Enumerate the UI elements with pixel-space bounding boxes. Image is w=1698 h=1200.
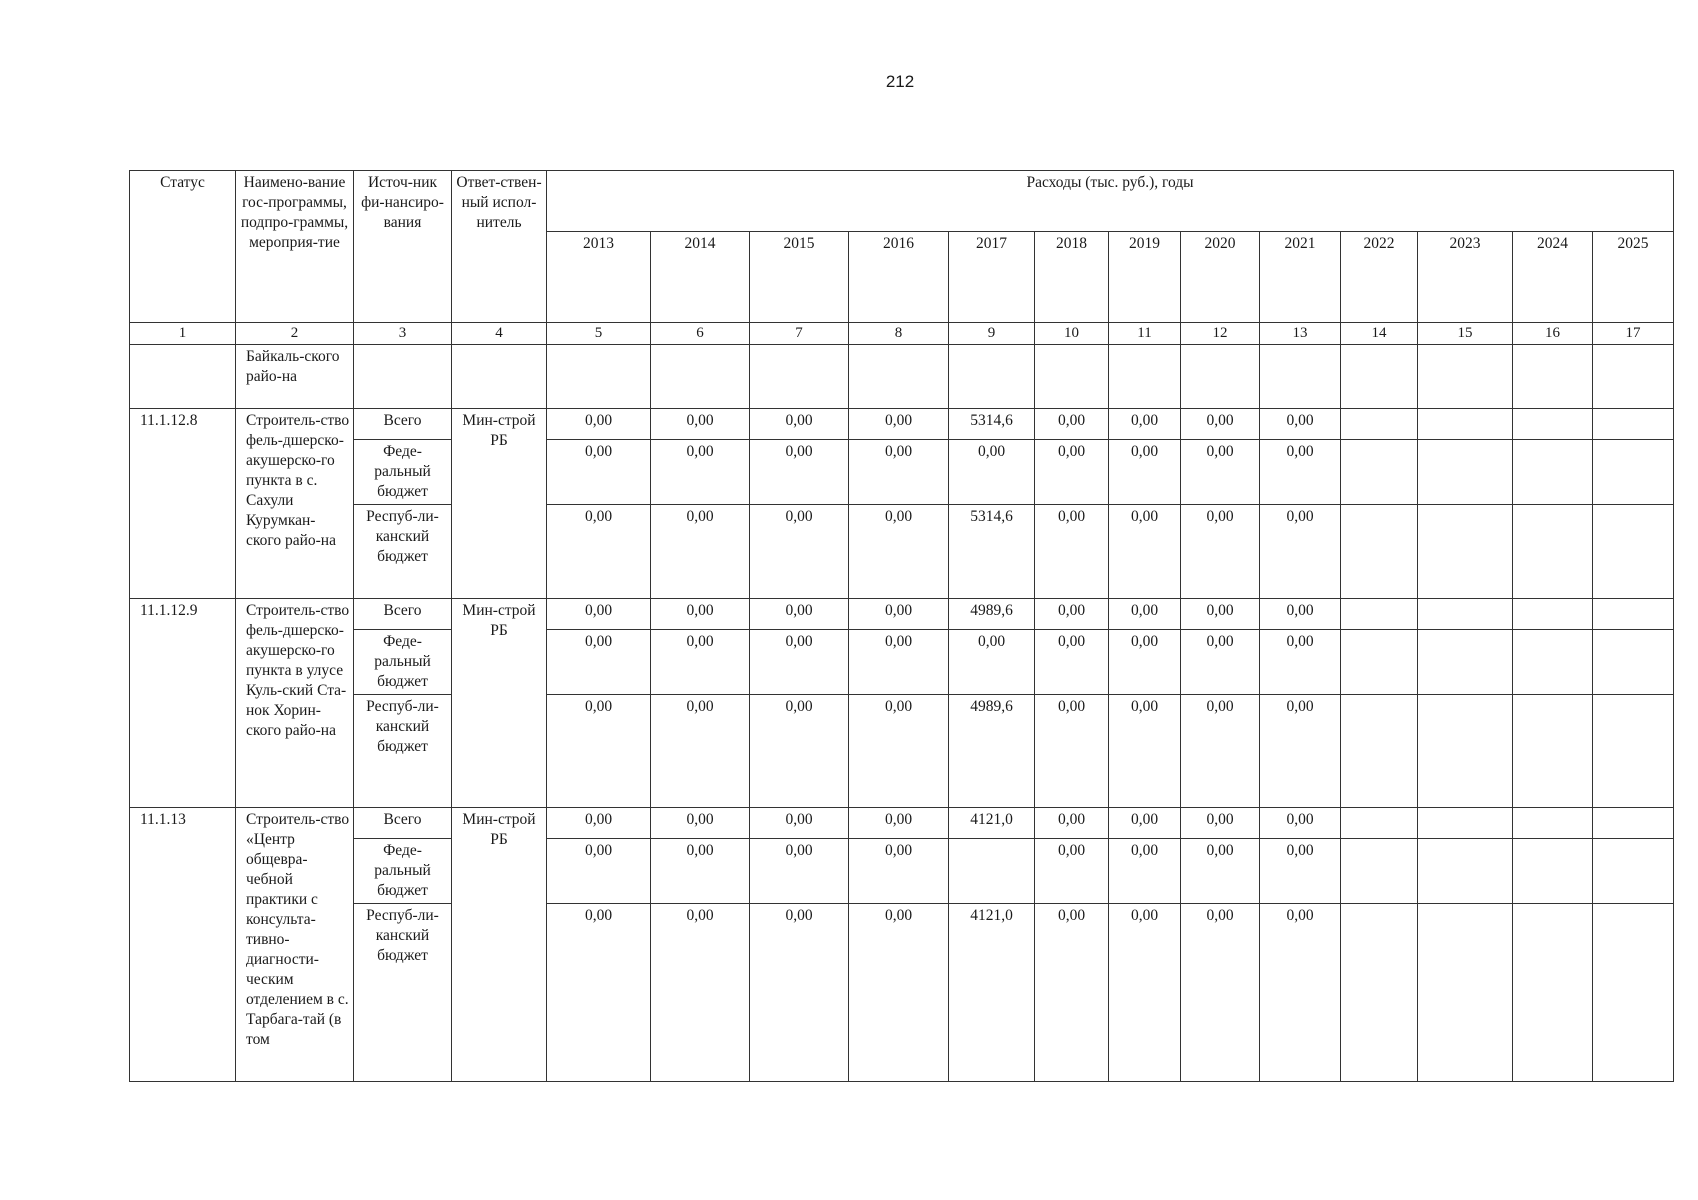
expense-cell: 0,00 xyxy=(849,599,949,630)
expense-cell xyxy=(1513,904,1593,1082)
expense-cell xyxy=(1513,630,1593,695)
year-header: 2019 xyxy=(1109,232,1181,323)
year-header: 2023 xyxy=(1418,232,1513,323)
column-index: 7 xyxy=(750,323,849,345)
expense-cell: 0,00 xyxy=(651,409,750,440)
expense-cell xyxy=(1341,808,1418,839)
expense-cell xyxy=(1341,409,1418,440)
column-index: 16 xyxy=(1513,323,1593,345)
column-index: 15 xyxy=(1418,323,1513,345)
expense-cell: 0,00 xyxy=(1260,505,1341,599)
expense-cell: 0,00 xyxy=(849,808,949,839)
expense-cell xyxy=(1593,630,1674,695)
item-status: 11.1.12.8 xyxy=(130,409,236,599)
year-header: 2021 xyxy=(1260,232,1341,323)
expense-cell: 0,00 xyxy=(651,599,750,630)
expense-cell xyxy=(1418,630,1513,695)
table-row xyxy=(130,505,1674,599)
item-name: Строитель-ство «Центр общевра-чебной практики с консульта-тивно-диагности-ческим отделением в с. Тарбага-тай (в том xyxy=(236,808,354,1082)
budget-table xyxy=(129,170,1674,1082)
expense-cell: 0,00 xyxy=(547,808,651,839)
expense-cell xyxy=(1418,409,1513,440)
expense-cell: 0,00 xyxy=(547,505,651,599)
expense-cell: 0,00 xyxy=(1181,599,1260,630)
table-row xyxy=(130,904,1674,1082)
expense-cell: 0,00 xyxy=(1035,904,1109,1082)
year-header: 2022 xyxy=(1341,232,1418,323)
expense-cell: 0,00 xyxy=(1035,505,1109,599)
expense-cell xyxy=(1341,839,1418,904)
expense-cell xyxy=(1513,695,1593,808)
expense-cell: 0,00 xyxy=(1109,440,1181,505)
expense-cell xyxy=(1513,599,1593,630)
column-index: 6 xyxy=(651,323,750,345)
expense-cell: 5314,6 xyxy=(949,505,1035,599)
expense-cell: 0,00 xyxy=(1181,630,1260,695)
expense-cell: 0,00 xyxy=(1260,839,1341,904)
header-source: Источ-ник фи-нансиро-вания xyxy=(354,171,452,323)
year-header: 2024 xyxy=(1513,232,1593,323)
column-index: 14 xyxy=(1341,323,1418,345)
item-name: Строитель-ство фель-дшерско-акушерско-го пункта в с. Сахули Курумкан-ского райо-на xyxy=(236,409,354,599)
expense-cell: 0,00 xyxy=(547,409,651,440)
item-name: Строитель-ство фель-дшерско-акушерско-го пункта в улусе Куль-ский Ста-нок Хорин-ского райо-на xyxy=(236,599,354,808)
column-index: 5 xyxy=(547,323,651,345)
expense-cell: 0,00 xyxy=(750,630,849,695)
expense-cell: 0,00 xyxy=(651,630,750,695)
year-header: 2018 xyxy=(1035,232,1109,323)
expense-cell xyxy=(1593,839,1674,904)
expense-cell: 4121,0 xyxy=(949,808,1035,839)
table-row xyxy=(130,839,1674,904)
expense-cell xyxy=(1593,808,1674,839)
column-index: 4 xyxy=(452,323,547,345)
expense-cell: 0,00 xyxy=(750,440,849,505)
expense-cell: 0,00 xyxy=(547,599,651,630)
funding-source: Всего xyxy=(354,808,452,839)
expense-cell: 0,00 xyxy=(1035,808,1109,839)
column-index: 2 xyxy=(236,323,354,345)
expense-cell: 0,00 xyxy=(1181,808,1260,839)
expense-cell xyxy=(1341,440,1418,505)
column-index: 8 xyxy=(849,323,949,345)
expense-cell xyxy=(1593,409,1674,440)
expense-cell: 0,00 xyxy=(1260,409,1341,440)
expense-cell xyxy=(1593,440,1674,505)
expense-cell: 0,00 xyxy=(1181,904,1260,1082)
item-status: 11.1.13 xyxy=(130,808,236,1082)
header-executor: Ответ-ствен-ный испол-нитель xyxy=(452,171,547,323)
expense-cell: 0,00 xyxy=(750,808,849,839)
continuation-row xyxy=(130,345,1674,409)
table-body xyxy=(130,345,1674,1082)
expense-cell: 0,00 xyxy=(849,839,949,904)
funding-source: Респуб-ли-канский бюджет xyxy=(354,505,452,599)
column-index: 9 xyxy=(949,323,1035,345)
table-row xyxy=(130,440,1674,505)
expense-cell: 0,00 xyxy=(1181,505,1260,599)
expense-cell: 0,00 xyxy=(750,409,849,440)
expense-cell xyxy=(1513,839,1593,904)
responsible-executor: Мин-строй РБ xyxy=(452,599,547,808)
column-index: 1 xyxy=(130,323,236,345)
responsible-executor: Мин-строй РБ xyxy=(452,808,547,1082)
expense-cell: 0,00 xyxy=(547,839,651,904)
expense-cell: 0,00 xyxy=(949,630,1035,695)
funding-source: Феде-ральный бюджет xyxy=(354,440,452,505)
expense-cell: 0,00 xyxy=(849,630,949,695)
expense-cell xyxy=(1418,505,1513,599)
expense-cell: 5314,6 xyxy=(949,409,1035,440)
column-index: 12 xyxy=(1181,323,1260,345)
expense-cell: 0,00 xyxy=(849,695,949,808)
expense-cell xyxy=(1341,695,1418,808)
page-number: 212 xyxy=(885,72,915,91)
year-header: 2020 xyxy=(1181,232,1260,323)
expense-cell: 0,00 xyxy=(547,904,651,1082)
funding-source: Феде-ральный бюджет xyxy=(354,630,452,695)
expense-cell: 4989,6 xyxy=(949,695,1035,808)
continuation-name: Байкаль-ского райо-на xyxy=(236,345,354,409)
expense-cell: 0,00 xyxy=(849,409,949,440)
expense-cell: 0,00 xyxy=(1109,599,1181,630)
column-index: 17 xyxy=(1593,323,1674,345)
expense-cell: 0,00 xyxy=(750,695,849,808)
expense-cell xyxy=(1513,409,1593,440)
expense-cell: 0,00 xyxy=(547,440,651,505)
expense-cell: 0,00 xyxy=(651,440,750,505)
expense-cell: 0,00 xyxy=(651,839,750,904)
expense-cell xyxy=(949,839,1035,904)
expense-cell xyxy=(1418,808,1513,839)
column-index: 13 xyxy=(1260,323,1341,345)
expense-cell: 0,00 xyxy=(1181,695,1260,808)
year-header: 2016 xyxy=(849,232,949,323)
expense-cell: 0,00 xyxy=(1109,409,1181,440)
expense-cell: 0,00 xyxy=(1260,695,1341,808)
expense-cell xyxy=(1513,440,1593,505)
header-status: Статус xyxy=(130,171,236,323)
item-status: 11.1.12.9 xyxy=(130,599,236,808)
table-row xyxy=(130,599,1674,630)
funding-source: Всего xyxy=(354,599,452,630)
expense-cell: 0,00 xyxy=(1035,440,1109,505)
expense-cell xyxy=(1418,599,1513,630)
expense-cell: 0,00 xyxy=(1181,839,1260,904)
expense-cell xyxy=(1341,505,1418,599)
expense-cell: 0,00 xyxy=(1109,505,1181,599)
year-header: 2017 xyxy=(949,232,1035,323)
column-index: 3 xyxy=(354,323,452,345)
year-header: 2025 xyxy=(1593,232,1674,323)
header-expenses: Расходы (тыс. руб.), годы xyxy=(547,171,1674,232)
funding-source: Респуб-ли-канский бюджет xyxy=(354,904,452,1082)
expense-cell: 0,00 xyxy=(1181,409,1260,440)
expense-cell: 4989,6 xyxy=(949,599,1035,630)
expense-cell: 0,00 xyxy=(1260,808,1341,839)
expense-cell: 0,00 xyxy=(849,505,949,599)
expense-cell: 0,00 xyxy=(750,599,849,630)
expense-cell xyxy=(1513,808,1593,839)
responsible-executor: Мин-строй РБ xyxy=(452,409,547,599)
expense-cell: 0,00 xyxy=(1260,599,1341,630)
funding-source: Респуб-ли-канский бюджет xyxy=(354,695,452,808)
expense-cell: 0,00 xyxy=(1109,839,1181,904)
expense-cell: 0,00 xyxy=(1260,440,1341,505)
expense-cell: 0,00 xyxy=(651,904,750,1082)
column-index: 11 xyxy=(1109,323,1181,345)
expense-cell xyxy=(1593,505,1674,599)
table-row xyxy=(130,695,1674,808)
expense-cell xyxy=(1341,599,1418,630)
expense-cell: 0,00 xyxy=(849,440,949,505)
table-row xyxy=(130,630,1674,695)
expense-cell: 0,00 xyxy=(949,440,1035,505)
expense-cell xyxy=(1341,904,1418,1082)
expense-cell: 0,00 xyxy=(1260,630,1341,695)
expense-cell xyxy=(1418,839,1513,904)
expense-cell: 0,00 xyxy=(1109,808,1181,839)
expense-cell: 0,00 xyxy=(849,904,949,1082)
expense-cell: 0,00 xyxy=(1260,904,1341,1082)
funding-source: Всего xyxy=(354,409,452,440)
year-header: 2015 xyxy=(750,232,849,323)
expense-cell xyxy=(1513,505,1593,599)
expense-cell: 0,00 xyxy=(1035,839,1109,904)
index-row xyxy=(130,323,1674,345)
funding-source: Феде-ральный бюджет xyxy=(354,839,452,904)
expense-cell xyxy=(1593,695,1674,808)
expense-cell: 0,00 xyxy=(1181,440,1260,505)
header-name: Наимено-вание гос-программы, подпро-граммы, мероприя-тие xyxy=(236,171,354,323)
expense-cell: 0,00 xyxy=(1035,599,1109,630)
expense-cell: 0,00 xyxy=(750,839,849,904)
expense-cell: 0,00 xyxy=(651,808,750,839)
expense-cell: 0,00 xyxy=(1109,695,1181,808)
expense-cell: 0,00 xyxy=(750,505,849,599)
expense-cell: 0,00 xyxy=(1035,630,1109,695)
expense-cell xyxy=(1593,904,1674,1082)
expense-cell: 0,00 xyxy=(651,505,750,599)
expense-cell: 0,00 xyxy=(1109,904,1181,1082)
expense-cell: 0,00 xyxy=(1035,695,1109,808)
expense-cell xyxy=(1418,904,1513,1082)
expense-cell: 0,00 xyxy=(547,695,651,808)
expense-cell: 4121,0 xyxy=(949,904,1035,1082)
expense-cell xyxy=(1341,630,1418,695)
year-header: 2013 xyxy=(547,232,651,323)
expense-cell xyxy=(1593,599,1674,630)
expense-cell: 0,00 xyxy=(547,630,651,695)
table-row xyxy=(130,808,1674,839)
expense-cell: 0,00 xyxy=(750,904,849,1082)
expense-cell: 0,00 xyxy=(651,695,750,808)
expense-cell: 0,00 xyxy=(1109,630,1181,695)
table-row xyxy=(130,409,1674,440)
expense-cell xyxy=(1418,695,1513,808)
expense-cell xyxy=(1418,440,1513,505)
year-header: 2014 xyxy=(651,232,750,323)
expense-cell: 0,00 xyxy=(1035,409,1109,440)
column-index: 10 xyxy=(1035,323,1109,345)
